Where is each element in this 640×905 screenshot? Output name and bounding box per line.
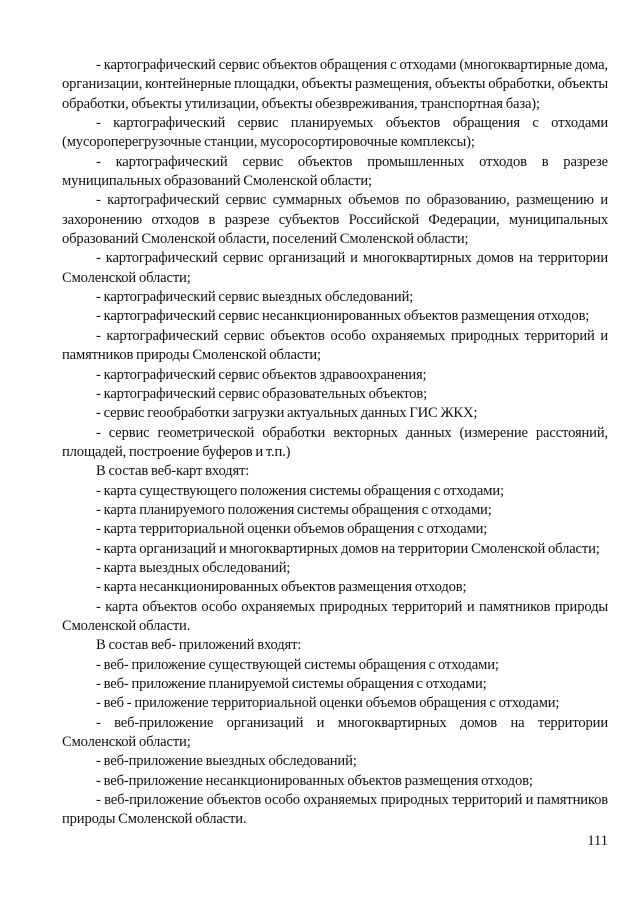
paragraph-service-industrial-waste: - картографический сервис объектов промышленных отходов в разрезе муниципальных образований Смоленской области; — [62, 153, 608, 190]
paragraph-app-unauthorized-sites: - веб-приложение несанкционированных объектов размещения отходов; — [96, 772, 533, 789]
paragraph-app-protected-areas: - веб-приложение объектов особо охраняемых природных территорий и памятников природы Смоленской области. — [62, 792, 608, 828]
paragraph-web-apps-heading: В состав веб- приложений входят: — [96, 637, 302, 654]
paragraph-map-protected-areas: - карта объектов особо охраняемых природных территорий и памятников природы Смоленской области. — [62, 598, 608, 634]
paragraph-service-protected-areas: - картографический сервис объектов особо охраняемых природных территорий и памятников природы Смоленской области; — [62, 327, 608, 364]
paragraph-map-unauthorized-sites: - карта несанкционированных объектов размещения отходов; — [96, 579, 467, 596]
paragraph-service-organizations: - картографический сервис организаций и многоквартирных домов на территории Смоленской области; — [62, 250, 608, 286]
paragraph-service-gis-housing: - сервис геообработки загрузки актуальных данных ГИС ЖКХ; — [96, 405, 478, 422]
paragraph-map-planned-system: - карта планируемого положения системы обращения с отходами; — [96, 501, 492, 518]
paragraph-service-total-volumes: - картографический сервис суммарных объемов по образованию, размещению и захоронению отходов в разрезе субъектов Российской Федерации, муниципальных образований Смоленской области, поселений Смоленской области; — [62, 192, 608, 248]
paragraph-map-territorial-assessment: - карта территориальной оценки объемов обращения с отходами; — [96, 521, 488, 538]
paragraph-map-field-surveys: - карта выездных обследований; — [96, 559, 291, 576]
paragraph-service-waste-objects: - картографический сервис объектов обращения с отходами (многоквартирные дома, организации, контейнерные площадки, объекты размещения, объекты обработки, объекты обработки, объекты утилизации, объекты обезвреживания, транспортная база); — [62, 57, 608, 112]
paragraph-service-education: - картографический сервис образовательных объектов; — [96, 385, 428, 402]
paragraph-app-existing-system: - веб- приложение существующей системы обращения с отходами; — [96, 656, 499, 673]
paragraph-service-unauthorized-sites: - картографический сервис несанкционированных объектов размещения отходов; — [96, 308, 590, 325]
paragraph-service-vector-processing: - сервис геометрической обработки векторных данных (измерение расстояний, площадей, построение буферов и т.п.) — [62, 424, 608, 460]
paragraph-app-field-surveys: - веб-приложение выездных обследований; — [96, 753, 357, 770]
paragraph-app-organizations: - веб-приложение организаций и многоквартирных домов на территории Смоленской области; — [62, 714, 608, 751]
paragraph-service-field-surveys: - картографический сервис выездных обследований; — [96, 289, 414, 306]
body-text — [62, 56, 608, 830]
paragraph-map-existing-system: - карта существующего положения системы обращения с отходами; — [96, 482, 504, 499]
paragraph-web-maps-heading: В состав веб-карт входят: — [96, 463, 250, 480]
paragraph-service-planned-objects: - картографический сервис планируемых объектов обращения с отходами (мусороперегрузочные станции, мусоросортировочные комплексы); — [62, 115, 608, 151]
paragraph-app-territorial-assessment: - веб - приложение территориальной оценки объемов обращения с отходами; — [96, 695, 560, 712]
paragraph-service-healthcare: - картографический сервис объектов здравоохранения; — [96, 366, 427, 383]
page-number: 111 — [587, 833, 608, 849]
paragraph-app-planned-system: - веб- приложение планируемой системы обращения с отходами; — [96, 676, 487, 692]
paragraph-map-organizations: - карта организаций и многоквартирных домов на территории Смоленской области; — [96, 540, 600, 557]
